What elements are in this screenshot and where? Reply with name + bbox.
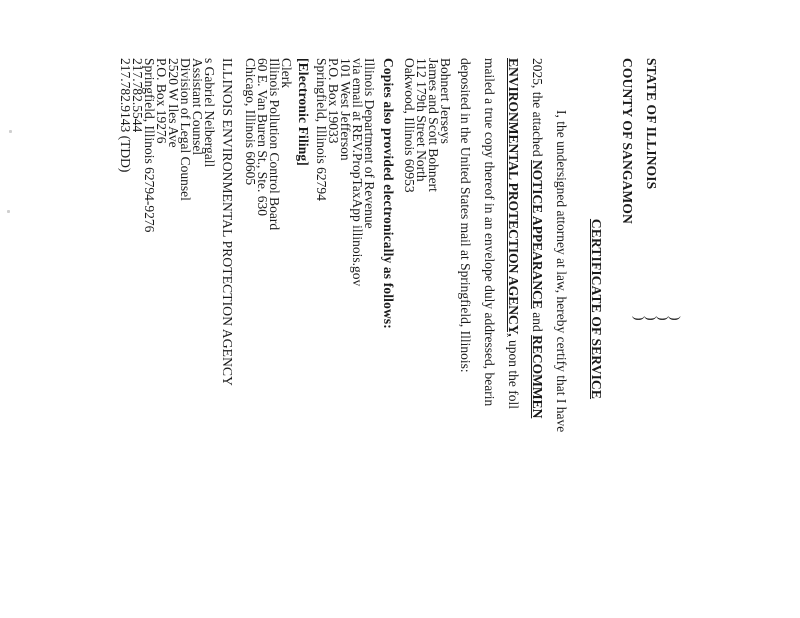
agency-name-underlined: ENVIRONMENTAL PROTECTION AGENCY,	[506, 58, 521, 337]
body-line-1: I, the undersigned attorney at law, hereby certify that I have	[554, 110, 569, 433]
agency-signature-heading: ILLINOIS ENVIRONMENTAL PROTECTION AGENCY	[220, 58, 235, 387]
recommendation-title: RECOMMEN	[530, 335, 545, 419]
clerk-address: Clerk Illinois Pollution Control Board 60 E. Van Buren St., Ste. 630 Chicago, Illinois 60605	[243, 58, 294, 231]
copies-heading: Copies also provided electronically as follows:	[381, 58, 396, 329]
body-line-2: 2025, the attached NOTICE APPEARANCE and RECOMMEN	[530, 58, 545, 419]
signature-name: s Gabriel Neibergall	[202, 58, 217, 168]
mail-recipient-address: Bohnert Jerseys James and Scott Bohnert 112 179th Street North Oakwood, Illinois 60953	[402, 58, 453, 193]
signature-block: s Gabriel Neibergall Assistant Counsel Division of Legal Counsel 2520 W Iles Ave P.O. Box 19276 Springfield, Illinois 62794-9276 217.782.5544 217.782.9143 (TDD)	[118, 58, 217, 233]
scan-artifact	[9, 130, 12, 133]
phone-number: 217.782.5544	[130, 58, 145, 133]
body-line-5: deposited in the United States mail at Springfield, Illinois:	[458, 58, 473, 373]
certificate-title: CERTIFICATE OF SERVICE	[589, 218, 604, 400]
county-heading: COUNTY OF SANGAMON	[620, 58, 635, 224]
body-line-4: mailed a true copy thereof in an envelope duly addressed, bearin	[482, 58, 497, 407]
notice-appearance-title: NOTICE APPEARANCE	[530, 159, 545, 309]
scan-artifact	[7, 210, 10, 213]
state-heading: STATE OF ILLINOIS	[644, 58, 659, 190]
revenue-address: Illinois Department of Revenue via email at REV.PropTaxApp illinois.gov 101 West Jefferson P.O. Box 19033 Springfield, Illinois 62794	[314, 58, 377, 287]
revenue-email: via email at REV.PropTaxApp illinois.gov	[350, 58, 365, 287]
body-line-3: ENVIRONMENTAL PROTECTION AGENCY, upon the foll	[506, 58, 521, 410]
tdd-number: 217.782.9143 (TDD)	[118, 58, 133, 173]
electronic-filing-label: [Electronic Filing]	[296, 58, 311, 166]
certificate-page: STATE OF ILLINOIS COUNTY OF SANGAMON ) ) ) ) CERTIFICATE OF SERVICE I, the undersigned attorney at law, hereby certify that I have 2025, the attached NOTICE APPEARANCE and RECOMMEN ENVIRONMENTAL PROTECTION AGENCY, upon the foll mailed a true copy thereof in an envelope duly addressed, bearin deposited in the United States mail at Springfield, Illinois: Bohnert Jerseys James and Scott Bohnert 112 179th Street North Oakwood, Illinois 60953 Copies also provided electronically as follows: Illinois Department of Revenue via email at REV.PropTaxApp illinois.gov 101 West Jefferson P.O. Box 19033 Springfield, Illinois 62794 [Electronic Filing] Clerk Illinois Pollution Control Board 60 E. Van Buren St., Ste. 630 Chicago, Illinois 60605 ILLINOIS ENVIRONMENTAL PROTECTION AGENCY s Gabriel Neibergall Assistant Counsel Division of Legal Counsel 2520 W Iles Ave P.O. Box 19276 Springfield, Illinois 62794-9276 217.782.5544 217.782.9143 (TDD)	[0, 0, 800, 618]
